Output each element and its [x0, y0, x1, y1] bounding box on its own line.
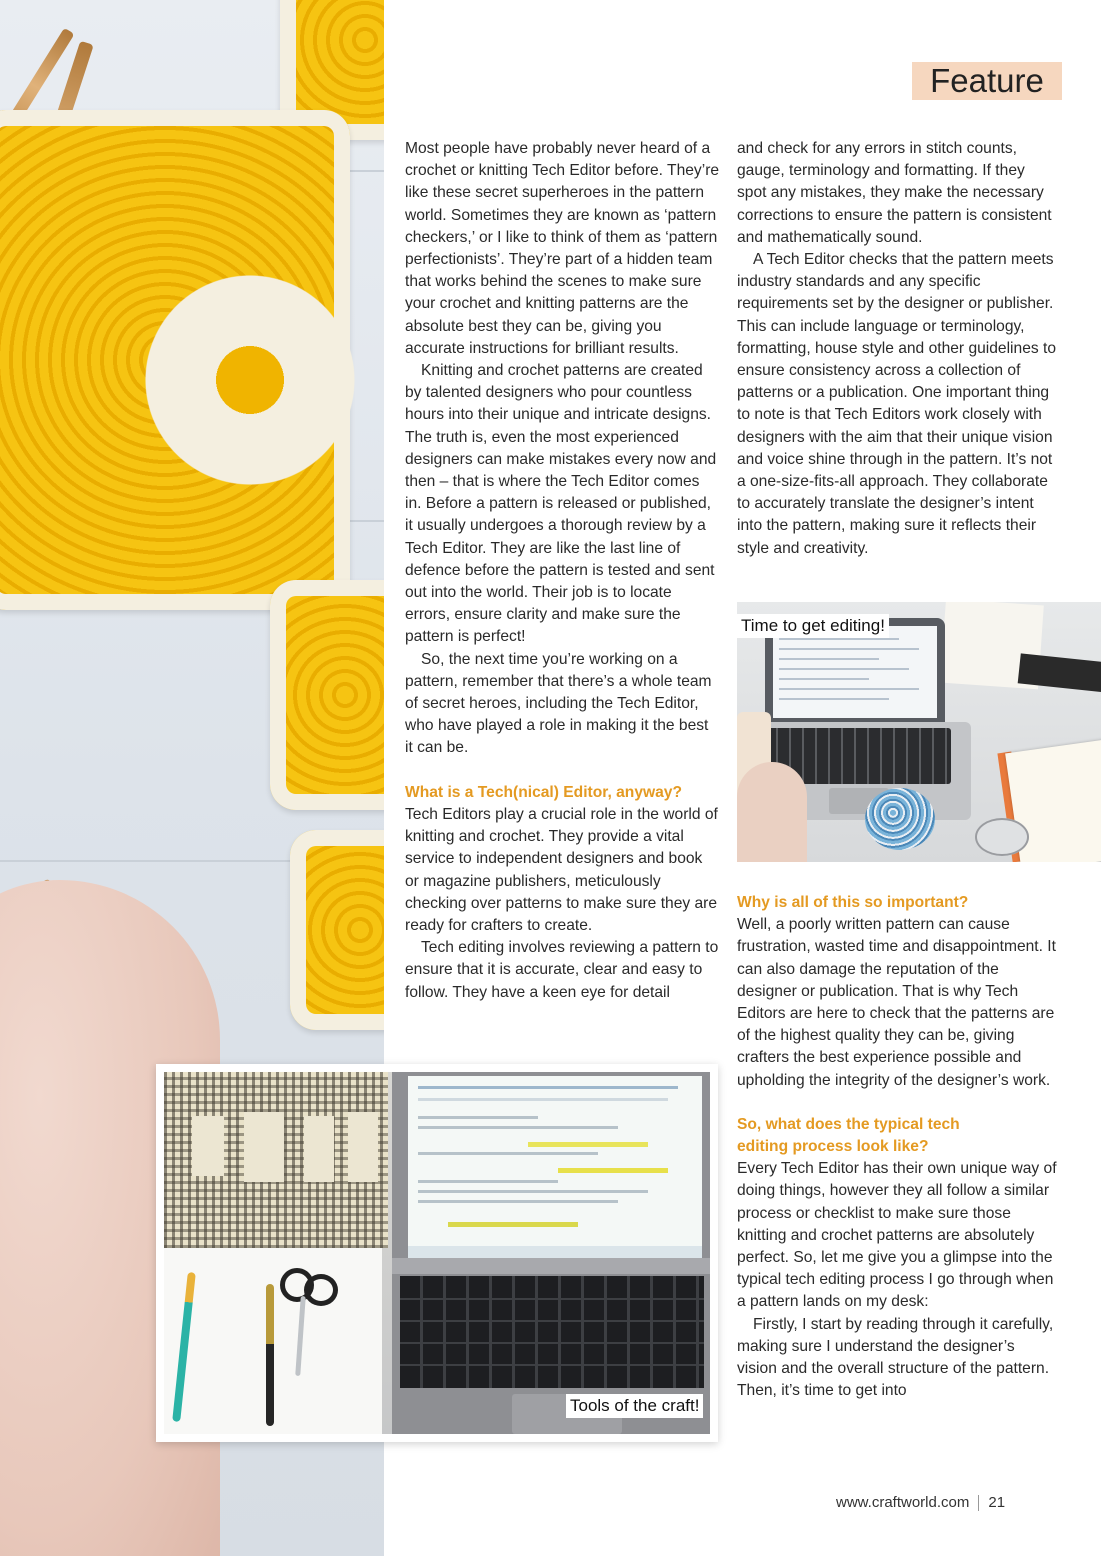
tools-photo [164, 1072, 710, 1434]
crochet-hook [266, 1284, 274, 1426]
page-footer [836, 1494, 1005, 1511]
laptop [392, 1072, 710, 1434]
paragraph: Knitting and crochet patterns are created by talented designers who pour countless hours into their unique and intricate designs. The truth is, even the most experienced designers can make mistakes every now and then – that is where the Tech Editor comes in. Before a pattern is released or published, it usually undergoes a thorough review by a Tech Editor. They are like the last line of defence before the pattern is tested and sent out into the world. Their job is to locate errors, ensure clarity and make sure the pattern is perfect! [405, 362, 717, 646]
scissors [304, 1274, 338, 1306]
laptop-display [773, 626, 937, 718]
section-tag: Feature [912, 62, 1062, 100]
section-heading: Why is all of this so important? [737, 894, 969, 911]
laptop-photo [737, 602, 1101, 862]
laptop-display [408, 1076, 702, 1246]
body-column-right-bottom [737, 892, 1057, 1402]
paragraph: A Tech Editor checks that the pattern meets industry standards and any specific requirements set by the designer or publisher. This can include language or terminology, formatting, house style and other guidelines to ensure consistency across a collection of patterns or a publication. One important thing to note is that Tech Editors work closely with designers with the aim that their unique vision and voice shine through in the pattern. It’s not a one-size-fits-all approach. They collaborate to accurately translate the designer’s intent into the pattern, making sure it reflects their style and creativity. [737, 251, 1057, 557]
mouse [975, 818, 1029, 856]
paragraph: and check for any errors in stitch counts, gauge, terminology and formatting. If they spot any mistakes, they make the necessary corrections to ensure the pattern is consistent and mathematically sound. [737, 140, 1052, 246]
tools-photo-frame [156, 1064, 718, 1442]
paragraph: So, the next time you’re working on a pattern, remember that there’s a whole team of secret heroes, including the Tech Editor, who have played a role in making it the best it can be. [405, 650, 712, 757]
flower-motif [140, 270, 360, 490]
paragraph: Firstly, I start by reading through it carefully, making sure I understand the designer’s vision and the overall structure of the pattern. Then, it’s time to get into [737, 1315, 1054, 1400]
taskbar [408, 1246, 702, 1258]
website-url: www.craftworld.com [836, 1494, 970, 1511]
filet-crochet-lace [164, 1072, 388, 1248]
divider [978, 1495, 979, 1511]
body-column-left [405, 138, 720, 1004]
section-heading: So, what does the typical tech editing process look like? [737, 1115, 960, 1156]
page-number: 21 [988, 1494, 1006, 1511]
body-column-right-top [737, 138, 1057, 560]
laptop-hinge [392, 1258, 710, 1274]
hand [737, 762, 807, 862]
paragraph: Most people have probably never heard of a crochet or knitting Tech Editor before. They’re like these secret superheroes in the pattern world. Sometimes they are known as ‘pattern checkers,’ or I like to think of them as ‘pattern perfectionists’. They’re part of a hidden team that works behind the scenes to make sure your crochet and knitting patterns are the absolute best they can be, giving you accurate instructions for brilliant results. [405, 140, 720, 357]
section-heading: What is a Tech(nical) Editor, anyway? [405, 783, 682, 801]
keyboard [400, 1276, 704, 1388]
granny-square [290, 830, 384, 1030]
granny-square [270, 580, 384, 810]
photo-caption: Tools of the craft! [566, 1394, 703, 1418]
yarn-ball [865, 788, 935, 850]
paragraph: Tech Editors play a crucial role in the world of knitting and crochet. They provide a vital service to independent designers and book or magazine publishers, meticulously checking over patterns to make sure they are ready for crafters to create. [405, 805, 718, 934]
paragraph: Tech editing involves reviewing a pattern to ensure that it is accurate, clear and easy to follow. They have a keen eye for detail [405, 939, 719, 1001]
paragraph: Every Tech Editor has their own unique way of doing things, however they all follow a similar process or checklist to make sure those knitting and crochet patterns are absolutely perfect. So, let me give you a glimpse into the typical tech editing process I go through when a pattern lands on my desk: [737, 1160, 1057, 1311]
paragraph: Well, a poorly written pattern can cause frustration, wasted time and disappointment. It can also damage the reputation of the designer or publication. That is why Tech Editors are here to check that the patterns are of the highest quality they can be, giving crafters the best experience possible and upholding the integrity of the designer’s work. [737, 916, 1056, 1089]
photo-caption: Time to get editing! [737, 614, 889, 638]
